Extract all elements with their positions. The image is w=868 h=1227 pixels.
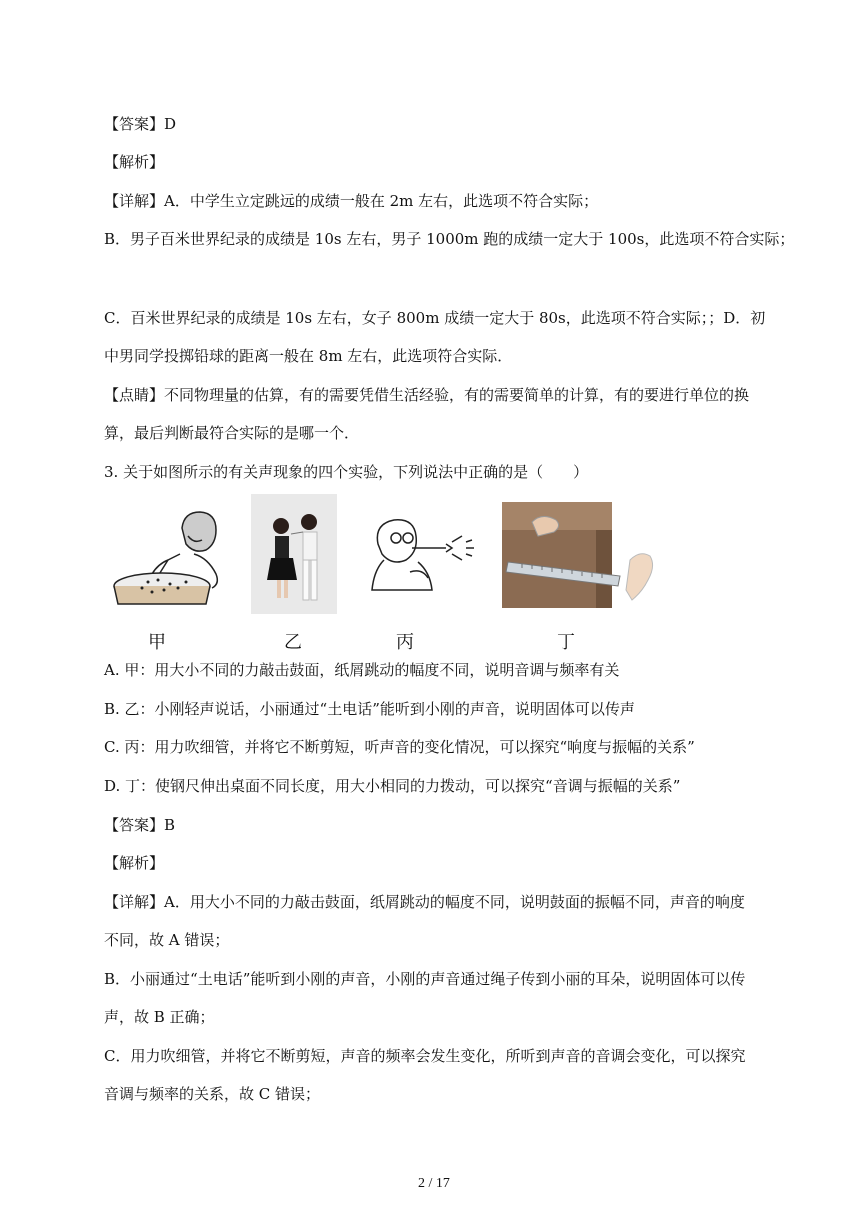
question-stem: 3. 关于如图所示的有关声现象的四个实验，下列说法中正确的是（ ） — [104, 463, 589, 481]
ruler-table-figure — [502, 502, 664, 608]
analysis-heading: 【解析】 — [104, 854, 165, 872]
option-b: B. 乙：小刚轻声说话，小丽通过“土电话”能听到小刚的声音，说明固体可以传声 — [104, 700, 635, 718]
detail-line: C．百米世界纪录的成绩是 10s 左右，女子 800m 成绩一定大于 80s，此选项不符合实际；；D．初 — [104, 309, 766, 327]
drum-figure — [112, 506, 234, 606]
comment-line: 算，最后判断最符合实际的是哪一个． — [104, 424, 360, 442]
answer-line: 【答案】B — [104, 816, 176, 834]
figure-row — [104, 494, 704, 653]
analysis-heading: 【解析】 — [104, 153, 165, 171]
detail-line: C．用力吹细管，并将它不断剪短，声音的频率会发生变化，所听到声音的音调会变化，可以探究 — [104, 1047, 746, 1065]
detail-line: B．男子百米世界纪录的成绩是 10s 左右，男子 1000m 跑的成绩一定大于 100s，此选项不符合实际； — [104, 230, 795, 248]
option-c: C. 丙：用力吹细管，并将它不断剪短，听声音的变化情况，可以探究“响度与振幅的关系” — [104, 738, 695, 756]
detail-line: 【详解】A．用大小不同的力敲击鼓面，纸屑跳动的幅度不同，说明鼓面的振幅不同，声音的响度 — [104, 893, 745, 911]
caption-yi: 乙 — [284, 632, 302, 653]
detail-line: 声，故 B 正确； — [104, 1008, 215, 1026]
caption-ding: 丁 — [557, 632, 575, 653]
detail-line: 中男同学投掷铅球的距离一般在 8m 左右，此选项符合实际． — [104, 347, 513, 365]
string-phone-figure — [251, 494, 337, 614]
detail-line: B．小丽通过“土电话”能听到小刚的声音，小刚的声音通过绳子传到小丽的耳朵，说明固体可以传 — [104, 970, 746, 988]
straw-blowing-figure — [366, 516, 480, 612]
page-number: 2 / 17 — [418, 1176, 450, 1191]
detail-line: 不同，故 A 错误； — [104, 931, 230, 949]
detail-line: 【详解】A．中学生立定跳远的成绩一般在 2m 左右，此选项不符合实际； — [104, 192, 599, 210]
caption-bing: 丙 — [396, 632, 414, 653]
detail-line: 音调与频率的关系，故 C 错误； — [104, 1085, 321, 1103]
option-d: D. 丁：使钢尺伸出桌面不同长度，用大小相同的力拨动，可以探究“音调与振幅的关系” — [104, 777, 681, 795]
comment-line: 【点睛】不同物理量的估算，有的需要凭借生活经验，有的需要简单的计算，有的要进行单位的换 — [104, 386, 750, 404]
option-a: A. 甲：用大小不同的力敲击鼓面，纸屑跳动的幅度不同，说明音调与频率有关 — [104, 661, 620, 679]
answer-line: 【答案】D — [104, 115, 177, 133]
caption-jia: 甲 — [148, 632, 166, 653]
